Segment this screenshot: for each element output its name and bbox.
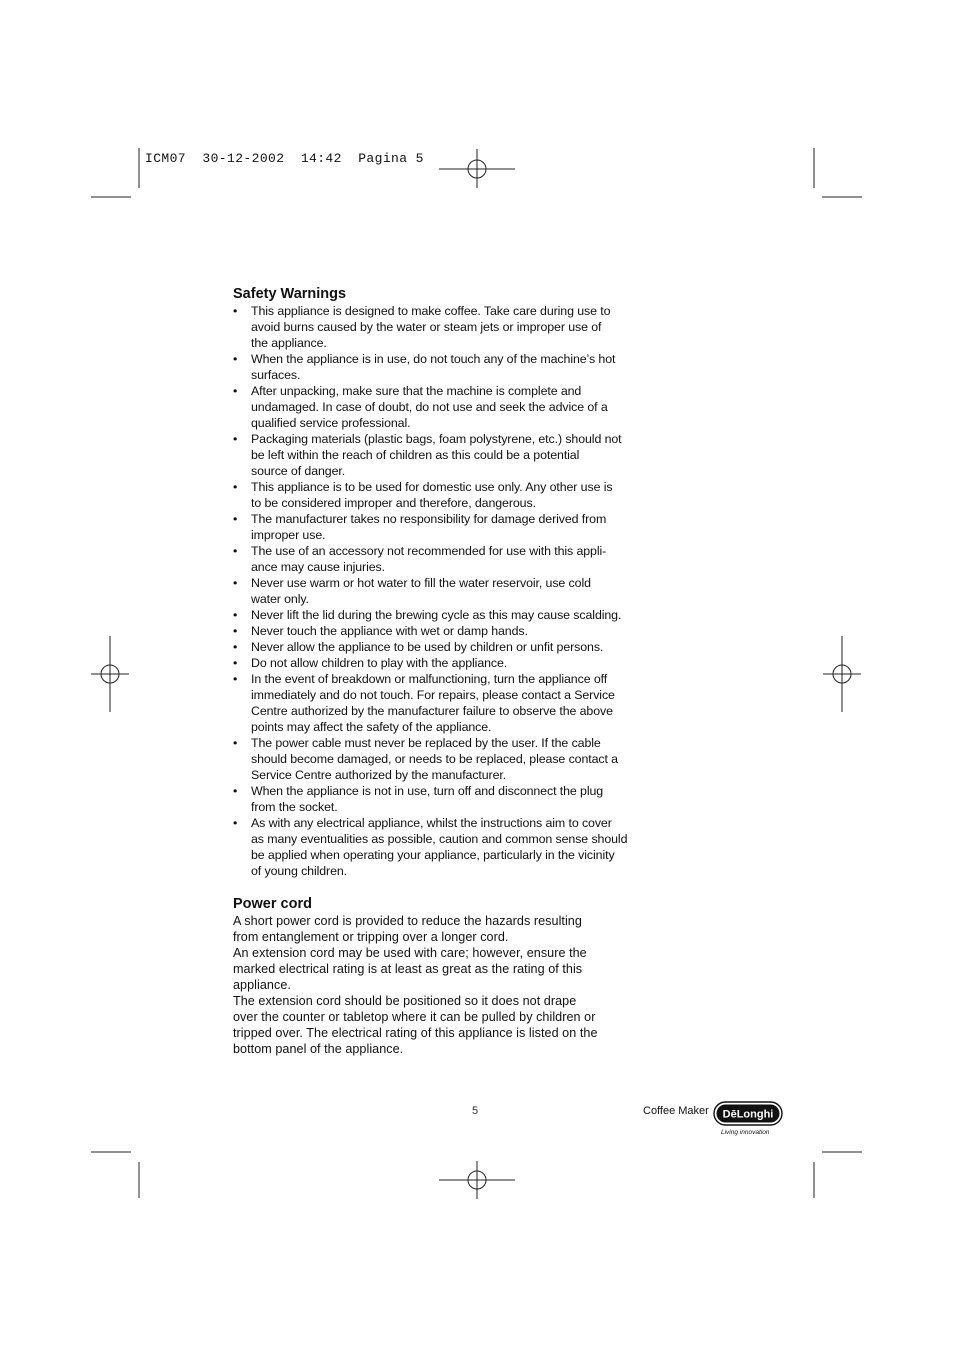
bullet-mark: • — [233, 384, 238, 398]
safety-warning-line: Never lift the lid during the brewing cycle as this may cause scalding. — [251, 608, 622, 622]
safety-warning-line: Centre authorized by the manufacturer failure to observe the above — [251, 704, 613, 718]
safety-warning-line: When the appliance is not in use, turn off and disconnect the plug — [251, 784, 604, 798]
bullet-mark: • — [233, 432, 238, 446]
brand-tagline: Living innovation — [721, 1129, 770, 1136]
safety-warning-line: water only. — [251, 592, 309, 606]
safety-warning-line: The manufacturer takes no responsibility for damage derived from — [251, 512, 607, 526]
registration-target-bottom — [439, 1161, 515, 1199]
page-content — [233, 286, 633, 1057]
bullet-mark: • — [233, 640, 238, 654]
power-cord-line: bottom panel of the appliance. — [233, 1042, 404, 1056]
safety-warning-line: As with any electrical appliance, whilst the instructions aim to cover — [251, 816, 612, 830]
safety-warning-item — [233, 815, 633, 879]
bullet-mark: • — [233, 480, 238, 494]
safety-warning-item — [233, 431, 633, 479]
safety-warning-item — [233, 655, 633, 671]
safety-warnings-list — [233, 303, 633, 879]
bullet-mark: • — [233, 304, 238, 318]
safety-warning-line: surfaces. — [251, 368, 301, 382]
registration-target-left — [91, 636, 129, 712]
safety-warning-line: undamaged. In case of doubt, do not use and seek the advice of a — [251, 400, 608, 414]
bullet-mark: • — [233, 816, 238, 830]
safety-warning-line: In the event of breakdown or malfunctioning, turn the appliance off — [251, 672, 608, 686]
power-cord-paragraph — [233, 913, 633, 945]
safety-warning-item — [233, 783, 633, 815]
power-cord-line: An extension cord may be used with care; however, ensure the — [233, 946, 587, 960]
print-slug: ICM07 30-12-2002 14:42 Pagina 5 — [145, 151, 424, 166]
safety-warning-line: the appliance. — [251, 336, 327, 350]
safety-warning-line: Do not allow children to play with the appliance. — [251, 656, 508, 670]
safety-warning-line: Never use warm or hot water to fill the water reservoir, use cold — [251, 576, 591, 590]
safety-warnings-heading: Safety Warnings — [233, 286, 347, 302]
safety-warning-line: source of danger. — [251, 464, 346, 478]
bullet-mark: • — [233, 672, 238, 686]
registration-target-right — [823, 636, 861, 712]
power-cord-line: appliance. — [233, 978, 291, 992]
safety-warning-item — [233, 543, 633, 575]
bullet-mark: • — [233, 576, 238, 590]
power-cord-line: A short power cord is provided to reduce the hazards resulting — [233, 914, 582, 928]
safety-warning-item — [233, 607, 633, 623]
bullet-mark: • — [233, 352, 238, 366]
safety-warning-line: When the appliance is in use, do not touch any of the machine’s hot — [251, 352, 616, 366]
delonghi-logo — [713, 1101, 783, 1126]
power-cord-paragraph — [233, 993, 633, 1057]
power-cord-line: The extension cord should be positioned so it does not drape — [233, 994, 577, 1008]
bullet-mark: • — [233, 624, 238, 638]
safety-warning-line: Never allow the appliance to be used by children or unfit persons. — [251, 640, 604, 654]
safety-warning-line: from the socket. — [251, 800, 338, 814]
bullet-mark: • — [233, 608, 238, 622]
safety-warning-line: After unpacking, make sure that the machine is complete and — [251, 384, 582, 398]
power-cord-heading: Power cord — [233, 896, 312, 912]
safety-warning-item — [233, 623, 633, 639]
power-cord-line: marked electrical rating is at least as great as the rating of this — [233, 962, 583, 976]
safety-warning-item — [233, 511, 633, 543]
safety-warning-item — [233, 639, 633, 655]
safety-warning-line: ance may cause injuries. — [251, 560, 385, 574]
safety-warning-line: be left within the reach of children as this could be a potential — [251, 448, 580, 462]
bullet-mark: • — [233, 544, 238, 558]
safety-warning-item — [233, 383, 633, 431]
bullet-mark: • — [233, 736, 238, 750]
safety-warning-item — [233, 479, 633, 511]
safety-warning-line: as many eventualities as possible, caution and common sense should — [251, 832, 628, 846]
bullet-mark: • — [233, 512, 238, 526]
registration-target-top — [439, 149, 515, 188]
safety-warning-line: The power cable must never be replaced by the user. If the cable — [251, 736, 601, 750]
safety-warning-line: be applied when operating your appliance, particularly in the vicinity — [251, 848, 615, 862]
safety-warning-line: points may affect the safety of the appliance. — [251, 720, 492, 734]
safety-warning-line: should become damaged, or needs to be replaced, please contact a — [251, 752, 618, 766]
safety-warning-line: This appliance is designed to make coffee. Take care during use to — [251, 304, 611, 318]
safety-warning-item — [233, 303, 633, 351]
safety-warning-line: improper use. — [251, 528, 326, 542]
safety-warning-line: of young children. — [251, 864, 348, 878]
power-cord-paragraph — [233, 945, 633, 993]
safety-warning-line: immediately and do not touch. For repairs, please contact a Service — [251, 688, 615, 702]
safety-warning-line: This appliance is to be used for domestic use only. Any other use is — [251, 480, 613, 494]
power-cord-line: from entanglement or tripping over a longer cord. — [233, 930, 509, 944]
power-cord-text — [233, 913, 633, 1057]
power-cord-line: tripped over. The electrical rating of this appliance is listed on the — [233, 1026, 598, 1040]
product-label: Coffee Maker — [643, 1105, 709, 1117]
safety-warning-line: avoid burns caused by the water or steam jets or improper use of — [251, 320, 602, 334]
safety-warning-line: to be considered improper and therefore, dangerous. — [251, 496, 536, 510]
bullet-mark: • — [233, 656, 238, 670]
safety-warning-item — [233, 351, 633, 383]
safety-warning-line: qualified service professional. — [251, 416, 411, 430]
safety-warning-item — [233, 671, 633, 735]
safety-warning-line: Packaging materials (plastic bags, foam polystyrene, etc.) should not — [251, 432, 622, 446]
bullet-mark: • — [233, 784, 238, 798]
page-number: 5 — [472, 1105, 479, 1117]
power-cord-line: over the counter or tabletop where it can be pulled by children or — [233, 1010, 596, 1024]
brand-wordmark: DēLonghi — [722, 1108, 774, 1121]
safety-warning-line: Service Centre authorized by the manufacturer. — [251, 768, 507, 782]
safety-warning-line: The use of an accessory not recommended for use with this appli- — [251, 544, 607, 558]
safety-warning-line: Never touch the appliance with wet or damp hands. — [251, 624, 528, 638]
safety-warning-item — [233, 735, 633, 783]
safety-warning-item — [233, 575, 633, 607]
